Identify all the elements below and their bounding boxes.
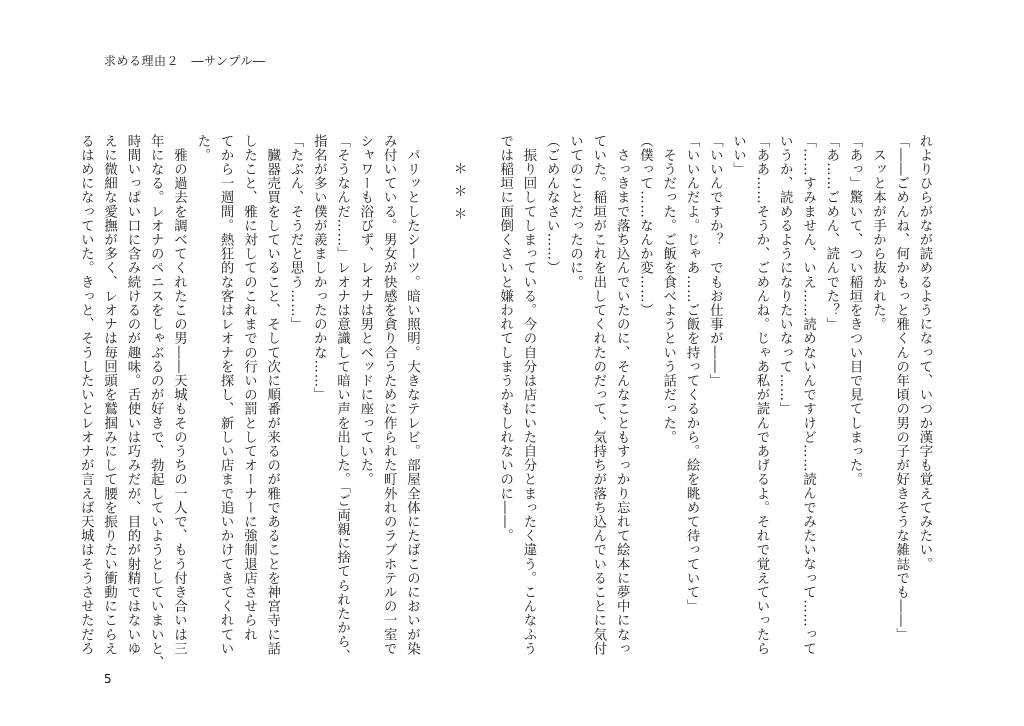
text-column: いい」 — [730, 134, 746, 177]
text-column: いうか、読めるようになりたいなって……」 — [777, 134, 793, 416]
text-column: 「いいんだよ。じゃあ……ご飯を持ってくるから。絵を眺めて待っていて」 — [684, 134, 700, 614]
text-column: したこと、雅に対してのこれまでの行いの罰としてオーナーに強制退店させられ — [241, 134, 257, 642]
text-column: 「ああ……そうか、ごめんね。じゃあ私が読んであげるよ。それで覚えていったら — [753, 134, 769, 656]
text-column: えに微細な愛撫が多く、レオナは毎回頭を鷲掴みにして腰を振りたい衝動にこらえ — [101, 134, 117, 656]
text-column: 年になる。レオナのペニスをしゃぶるのが好きで、勃起していようとしていまいと、 — [148, 134, 164, 670]
text-column: 「たぶん、そうだと思う……」 — [287, 134, 303, 332]
text-column: るはめになっていた。きっと、そうしたいとレオナが言えば天城はそうさせただろ — [78, 134, 94, 656]
text-column — [423, 134, 446, 614]
text-column: では稲垣に面倒くさいと嫌われてしまうかもしれないのに――。 — [497, 134, 513, 543]
text-column: シャワーも浴びず、レオナは男とベッドに座っていた。 — [357, 134, 373, 487]
text-column: （僕って……なんか変……） — [637, 134, 653, 318]
text-column: そうだった。ご飯を食べようという話だった。 — [660, 134, 676, 445]
text-column: 「あ……ごめん、読んでた？」 — [823, 134, 839, 332]
text-column: た。 — [194, 134, 210, 163]
text-column: さっきまで落ち込んでいたのに、そんなこともすっかり忘れて絵本に夢中になっ — [614, 134, 630, 656]
text-column: てから一週間。熱狂的な客はレオナを探し、新しい店まで追いかけてきてくれてい — [218, 134, 234, 656]
text-column: 「あっ」驚いて、つい稲垣をきつい目で見てしまった。 — [847, 134, 863, 487]
text-column: パリッとしたシーツ。暗い照明。大きなテレビ。部屋全体にたばこのにおいが染 — [404, 134, 420, 656]
text-column: 「……すみません、いえ……読めないんですけど……読んでみたいなって……って — [800, 134, 816, 656]
text-column: 「いいんですか？ でもお仕事が――」 — [707, 134, 723, 388]
text-column — [470, 134, 493, 614]
text-column: れよりひらがなが読めるようになって、いつか漢字も覚えてみたい。 — [917, 134, 932, 572]
page-header: 求める理由２ ―サンプル― — [104, 54, 266, 68]
text-column: （ごめんなさい……） — [544, 134, 560, 275]
page-number: 5 — [104, 672, 112, 686]
text-column: 「そうなんだ……」レオナは意識して暗い声を出した。「ご両親に捨てられたから、 — [334, 134, 350, 664]
novel-body-text — [78, 134, 936, 670]
text-column: ていた。稲垣がこれを出してくれたのだって、気持ちが落ち込んでいることに気付 — [590, 134, 606, 656]
text-column: 雅の過去を調べてくれたこの男――天城もそのうちの一人で、もう付き合いは三 — [171, 134, 187, 656]
text-column: 「――ごめんね、何かもっと雅くんの年頃の男の子が好きそうな雑誌でも――」 — [893, 134, 909, 642]
text-column: スッと本が手から抜かれた。 — [870, 134, 886, 332]
text-column: いてのことだったのに。 — [567, 134, 583, 290]
text-column: 時間いっぱい口に含み続けるのが趣味。舌使いは巧みだが、目的が射精ではないゆ — [124, 134, 140, 656]
scene-break: ＊＊＊ — [451, 162, 467, 230]
text-column: 振り回してしまっている。今の自分は店にいた自分とまったく違う。こんなふう — [520, 134, 536, 656]
text-column: 臓器売買をしていること、そして次に順番が来るのが雅であることを神宮寺に話 — [264, 134, 280, 656]
text-column: み付いている。男女が快感を貪り合うために作られた町外れのラブホテルの一室で — [381, 134, 397, 656]
text-column: 指名が多い僕が羨ましかったのかな……」 — [311, 134, 327, 402]
